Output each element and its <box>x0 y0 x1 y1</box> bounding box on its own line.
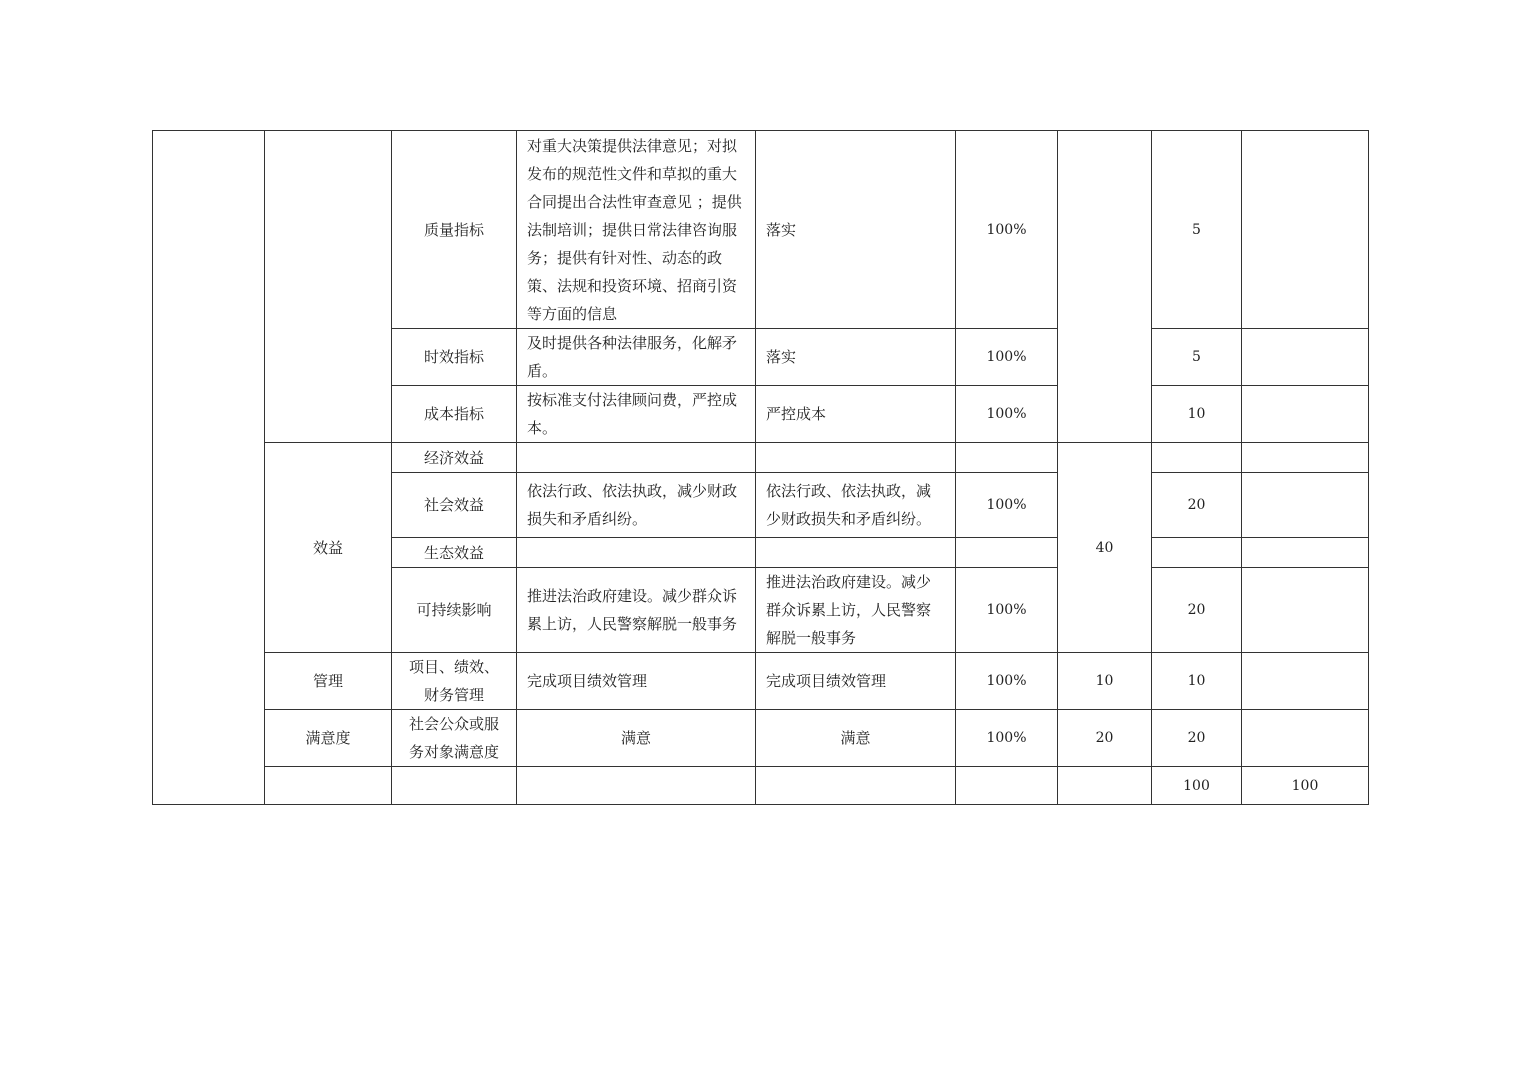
blank-cell <box>517 538 756 568</box>
score-value: 5 <box>1152 131 1242 329</box>
weight-value: 40 <box>1058 443 1152 653</box>
completion-value: 100% <box>956 710 1058 767</box>
indicator-content: 按标准支付法律顾问费，严控成本。 <box>517 386 756 443</box>
completion-value: 100% <box>956 131 1058 329</box>
blank-cell <box>1242 653 1369 710</box>
indicator-content: 推进法治政府建设。减少群众诉累上访，人民警察解脱一般事务 <box>517 568 756 653</box>
score-value: 20 <box>1152 710 1242 767</box>
indicator-name: 成本指标 <box>392 386 517 443</box>
blank-cell <box>756 443 956 473</box>
blank-cell <box>1242 443 1369 473</box>
indicator-content: 对重大决策提供法律意见；对拟发布的规范性文件和草拟的重大合同提出合法性审查意见 ；提供法制培训；提供日常法律咨询服务；提供有针对性、动态的政策、法规和投资环境、招商引资等方面的信息 <box>517 131 756 329</box>
blank-cell <box>756 538 956 568</box>
table-row-satisfaction <box>153 710 1369 767</box>
indicator-target: 落实 <box>756 131 956 329</box>
score-value: 5 <box>1152 329 1242 386</box>
indicator-name: 质量指标 <box>392 131 517 329</box>
indicator-target: 完成项目绩效管理 <box>756 653 956 710</box>
performance-indicator-table <box>152 130 1369 805</box>
indicator-content: 及时提供各种法律服务，化解矛盾。 <box>517 329 756 386</box>
weight-value: 20 <box>1058 710 1152 767</box>
table-row-quality <box>153 131 1369 329</box>
indicator-target: 落实 <box>756 329 956 386</box>
completion-value: 100% <box>956 329 1058 386</box>
category-benefit: 效益 <box>265 443 392 653</box>
score-value: 20 <box>1152 568 1242 653</box>
blank-cell <box>517 443 756 473</box>
blank-cell <box>1152 443 1242 473</box>
blank-cell <box>265 767 392 805</box>
score-value: 20 <box>1152 473 1242 538</box>
blank-cell <box>1242 473 1369 538</box>
blank-cell <box>1242 329 1369 386</box>
indicator-name: 时效指标 <box>392 329 517 386</box>
indicator-content: 依法行政、依法执政，减少财政损失和矛盾纠纷。 <box>517 473 756 538</box>
blank-cell <box>1242 568 1369 653</box>
score-value: 10 <box>1152 386 1242 443</box>
indicator-name: 项目、绩效、财务管理 <box>392 653 517 710</box>
indicator-name: 可持续影响 <box>392 568 517 653</box>
blank-cell <box>265 131 392 443</box>
blank-cell <box>1242 710 1369 767</box>
indicator-name: 社会效益 <box>392 473 517 538</box>
indicator-content: 完成项目绩效管理 <box>517 653 756 710</box>
blank-cell <box>956 443 1058 473</box>
total-weight: 100 <box>1152 767 1242 805</box>
table-row-economic <box>153 443 1369 473</box>
completion-value: 100% <box>956 473 1058 538</box>
blank-cell <box>1242 131 1369 329</box>
total-score: 100 <box>1242 767 1369 805</box>
indicator-target: 依法行政、依法执政，减少财政损失和矛盾纠纷。 <box>756 473 956 538</box>
completion-value: 100% <box>956 653 1058 710</box>
completion-value: 100% <box>956 568 1058 653</box>
indicator-target: 推进法治政府建设。减少群众诉累上访，人民警察解脱一般事务 <box>756 568 956 653</box>
table-row-total <box>153 767 1369 805</box>
score-value: 10 <box>1152 653 1242 710</box>
blank-cell <box>517 767 756 805</box>
blank-cell <box>956 767 1058 805</box>
blank-cell <box>153 131 265 805</box>
category-management: 管理 <box>265 653 392 710</box>
blank-cell <box>1242 538 1369 568</box>
indicator-name: 生态效益 <box>392 538 517 568</box>
indicator-target: 满意 <box>756 710 956 767</box>
indicator-name: 经济效益 <box>392 443 517 473</box>
blank-cell <box>1058 767 1152 805</box>
category-satisfaction: 满意度 <box>265 710 392 767</box>
blank-cell <box>1058 131 1152 443</box>
indicator-name: 社会公众或服务对象满意度 <box>392 710 517 767</box>
blank-cell <box>1242 386 1369 443</box>
indicator-content: 满意 <box>517 710 756 767</box>
blank-cell <box>392 767 517 805</box>
weight-value: 10 <box>1058 653 1152 710</box>
blank-cell <box>956 538 1058 568</box>
indicator-target: 严控成本 <box>756 386 956 443</box>
blank-cell <box>1152 538 1242 568</box>
table-row-management <box>153 653 1369 710</box>
blank-cell <box>756 767 956 805</box>
completion-value: 100% <box>956 386 1058 443</box>
